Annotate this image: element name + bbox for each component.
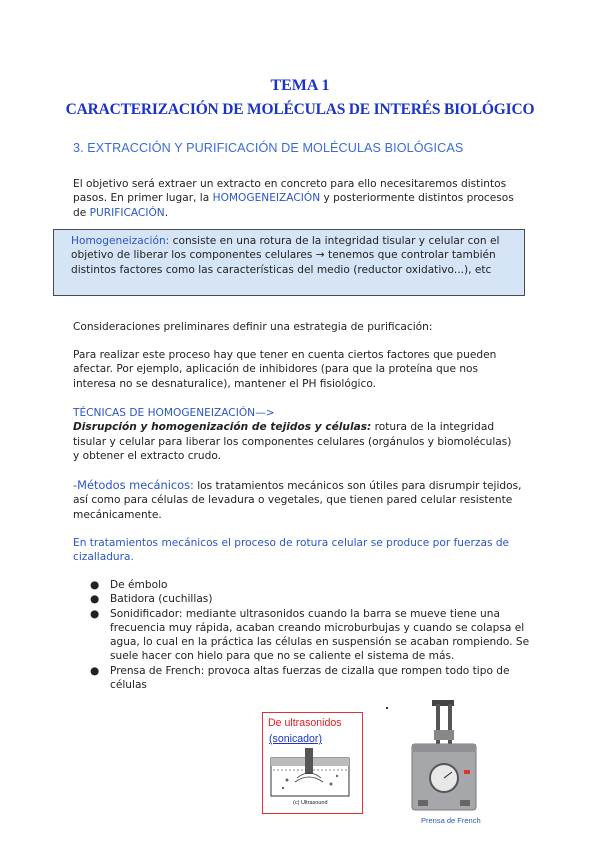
- ultrasound-figure-title: De ultrasonidos: [268, 717, 342, 729]
- sonicator-probe: [305, 748, 313, 774]
- mechanical-label: -Métodos mecánicos:: [73, 478, 194, 492]
- sonicator-illustration: [267, 748, 357, 808]
- mechanical-methods-paragraph: [73, 478, 523, 522]
- techniques-paragraph: [73, 420, 518, 463]
- stray-dot: [386, 707, 388, 709]
- list-item: ● Prensa de French: provoca altas fuerzas de cizalla que rompen todo tipo de células: [90, 664, 510, 692]
- press-knob-left: [418, 800, 428, 806]
- bubble: [282, 787, 284, 789]
- purification-keyword: PURIFICACIÓN: [89, 206, 165, 219]
- ultrasound-caption: (c) Ultrasound: [293, 800, 328, 806]
- mechanical-text: los tratamientos mecánicos son útiles para disrumpir tejidos, así como para células de levadura o vegetales, que tienen pared celular resistente mecánicamente.: [73, 480, 522, 521]
- bullet-icon: ●: [90, 607, 100, 620]
- shear-note: En tratamientos mecánicos el proceso de rotura celular se produce por fuerzas de cizalladura.: [73, 537, 510, 564]
- ultrasound-figure-subtitle: (sonicador): [269, 733, 322, 745]
- bubble: [286, 779, 289, 782]
- considerations-paragraph: Consideraciones preliminares definir una estrategia de purificación:: [73, 321, 433, 333]
- techniques-text: rotura de la integridad tisular y celular para liberar los componentes celulares (orgánulos y biomoléculas) y obtener el extracto crudo.: [73, 421, 512, 462]
- list-item: ● Sonidificador: mediante ultrasonidos cuando la barra se mueve tiene una frecuencia muy rápida, acaban creando microburbujas y cuando se colapsa el agua, lo cual en la práctica las células en suspensión se acaban rompiendo. Se suele hacer con hielo para que no se caliente el sistema de más.: [90, 607, 530, 663]
- french-press-caption: Prensa de French: [421, 816, 481, 825]
- homogenizer-list: [90, 578, 540, 692]
- intro-text-3: .: [164, 206, 169, 219]
- wave-line-2: [295, 777, 323, 782]
- intro-text-2: y posteriormente distintos procesos de: [73, 192, 514, 219]
- intro-paragraph: [73, 177, 518, 220]
- bubble: [336, 775, 338, 777]
- techniques-block: [73, 406, 518, 463]
- factors-paragraph: Para realizar este proceso hay que tener en cuenta ciertos factores que pueden afectar. Por ejemplo, aplicación de inhibidores (para que la proteína que nos interesa no se desnaturalice), mantener el PH fisiológico.: [73, 349, 497, 390]
- techniques-italic-label: Disrupción y homogenización de tejidos y células:: [73, 421, 372, 434]
- bullet-icon: ●: [90, 664, 100, 677]
- list-item: ● De émbolo: [90, 579, 168, 591]
- intro-text-1: El objetivo será extraer un extracto en concreto para ello necesitaremos distintos pasos. En primer lugar, la: [73, 178, 507, 205]
- homogenization-keyword: HOMOGENEIZACIÓN: [212, 192, 321, 205]
- bullet-icon: ●: [90, 579, 100, 591]
- techniques-heading: TÉCNICAS DE HOMOGENEIZACIÓN—>: [73, 407, 275, 419]
- document-subtitle: CARACTERIZACIÓN DE MOLÉCULAS DE INTERÉS BIOLÓGICO: [65, 101, 535, 118]
- callout-definition: consiste en una rotura de la integridad tisular y celular con el objetivo de liberar los componentes celulares → tenemos que controlar también distintos factores como las características del medio (reductor oxidativo...), etc: [71, 235, 500, 276]
- bullet-icon: ●: [90, 593, 100, 606]
- callout-term: Homogeneización:: [71, 235, 170, 247]
- press-body-top: [412, 744, 476, 752]
- bubble: [330, 783, 333, 786]
- section-heading: 3. EXTRACCIÓN Y PURIFICACIÓN DE MOLÉCULAS BIOLÓGICAS: [73, 141, 464, 155]
- press-knob-right: [460, 800, 470, 806]
- list-item: ● Batidora (cuchillas): [90, 593, 213, 606]
- french-press-illustration: [404, 700, 484, 815]
- press-indicator-light: [464, 770, 470, 774]
- press-cell: [434, 730, 454, 740]
- tema-title: TEMA 1: [270, 77, 330, 94]
- definition-callout-text: [71, 234, 526, 277]
